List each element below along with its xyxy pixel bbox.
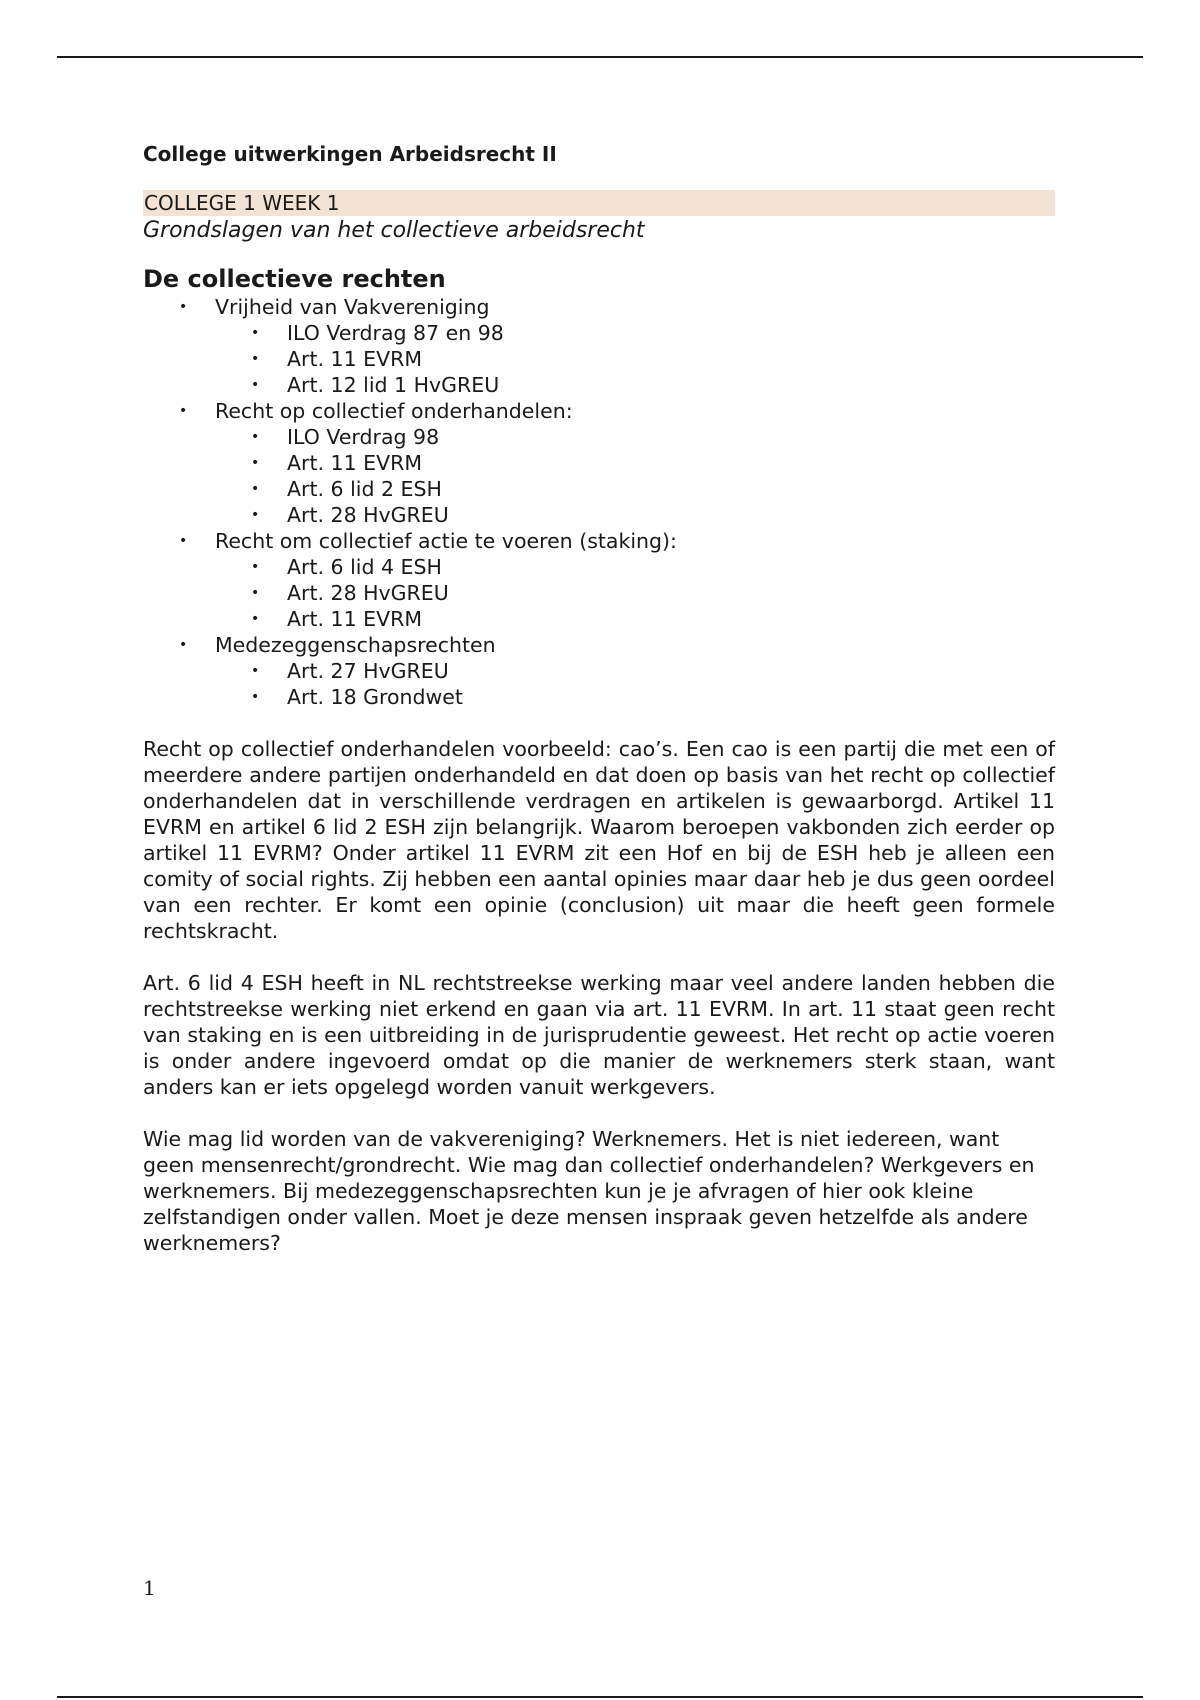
right-item <box>179 294 1055 398</box>
right-item <box>179 632 1055 710</box>
lecture-subtitle: Grondslagen van het collectieve arbeidsrecht <box>143 218 645 243</box>
source-item <box>251 658 1055 684</box>
right-label: Recht op collectief onderhandelen: <box>215 399 573 423</box>
source-item <box>251 606 1055 632</box>
week-banner: COLLEGE 1 WEEK 1 <box>143 190 1055 216</box>
bullet-icon: • <box>251 663 260 679</box>
source-list <box>215 658 1055 710</box>
page-content <box>143 140 1055 1256</box>
paragraph-staking: Art. 6 lid 4 ESH heeft in NL rechtstreekse werking maar veel andere landen hebben die rechtstreekse werking niet erkend en gaan via art. 11 EVRM. In art. 11 staat geen recht van staking en is een uitbreiding in de jurisprudentie geweest. Het recht op actie voeren is onder andere ingevoerd omdat op die manier de werknemers sterk staan, want anders kan er iets opgelegd worden vanuit werkgevers. <box>143 971 1055 1099</box>
bullet-icon: • <box>251 351 260 367</box>
bullet-icon: • <box>251 455 260 471</box>
source-list <box>215 554 1055 632</box>
bullet-icon: • <box>251 429 260 445</box>
bullet-icon: • <box>251 611 260 627</box>
source-label: Art. 12 lid 1 HvGREU <box>287 373 500 397</box>
source-item <box>251 502 1055 528</box>
source-label: Art. 28 HvGREU <box>287 503 449 527</box>
page-number: 1 <box>143 1576 156 1600</box>
body-text <box>143 736 1055 1256</box>
source-item <box>251 424 1055 450</box>
source-item <box>251 320 1055 346</box>
source-item <box>251 580 1055 606</box>
rights-list <box>143 294 1055 710</box>
source-list <box>215 320 1055 398</box>
source-item <box>251 684 1055 710</box>
source-label: Art. 11 EVRM <box>287 607 423 631</box>
paragraph-vakvereniging: Wie mag lid worden van de vakvereniging? Werknemers. Het is niet iedereen, want geen mensenrecht/grondrecht. Wie mag dan collectief onderhandelen? Werkgevers en werknemers. Bij medezeggenschapsrechten kun je je afvragen of hier ook kleine zelfstandigen onder vallen. Moet je deze mensen inspraak geven hetzelfde als andere werknemers? <box>143 1127 1035 1255</box>
source-label: ILO Verdrag 98 <box>287 425 440 449</box>
bullet-icon: • <box>179 403 188 419</box>
source-label: Art. 6 lid 4 ESH <box>287 555 442 579</box>
bullet-icon: • <box>251 585 260 601</box>
section-heading: De collectieve rechten <box>143 265 446 293</box>
footer-rule <box>57 1696 1143 1698</box>
source-label: Art. 18 Grondwet <box>287 685 463 709</box>
header-rule <box>57 56 1143 58</box>
source-item <box>251 554 1055 580</box>
bullet-icon: • <box>179 533 188 549</box>
paragraph-cao: Recht op collectief onderhandelen voorbeeld: cao’s. Een cao is een partij die met een of meerdere andere partijen onderhandeld en dat doen op basis van het recht op collectief onderhandelen dat in verschillende verdragen en artikelen is gewaarborgd. Artikel 11 EVRM en artikel 6 lid 2 ESH zijn belangrijk. Waarom beroepen vakbonden zich eerder op artikel 11 EVRM? Onder artikel 11 EVRM zit een Hof en bij de ESH heb je alleen een comity of social rights. Zij hebben een aantal opinies maar daar heb je dus geen oordeel van een rechter. Er komt een opinie (conclusion) uit maar die heeft geen formele rechtskracht. <box>143 737 1055 943</box>
bullet-icon: • <box>251 689 260 705</box>
source-label: Art. 28 HvGREU <box>287 581 449 605</box>
bullet-icon: • <box>179 299 188 315</box>
source-item <box>251 450 1055 476</box>
source-list <box>215 424 1055 528</box>
bullet-icon: • <box>179 637 188 653</box>
right-item <box>179 398 1055 528</box>
right-label: Recht om collectief actie te voeren (staking): <box>215 529 677 553</box>
bullet-icon: • <box>251 377 260 393</box>
source-item <box>251 346 1055 372</box>
source-label: Art. 11 EVRM <box>287 451 423 475</box>
source-label: ILO Verdrag 87 en 98 <box>287 321 504 345</box>
source-item <box>251 372 1055 398</box>
bullet-icon: • <box>251 325 260 341</box>
source-label: Art. 11 EVRM <box>287 347 423 371</box>
source-label: Art. 6 lid 2 ESH <box>287 477 442 501</box>
source-item <box>251 476 1055 502</box>
bullet-icon: • <box>251 559 260 575</box>
right-label: Vrijheid van Vakvereniging <box>215 295 490 319</box>
right-item <box>179 528 1055 632</box>
document-title: College uitwerkingen Arbeidsrecht II <box>143 142 557 166</box>
bullet-icon: • <box>251 481 260 497</box>
right-label: Medezeggenschapsrechten <box>215 633 496 657</box>
source-label: Art. 27 HvGREU <box>287 659 449 683</box>
bullet-icon: • <box>251 507 260 523</box>
